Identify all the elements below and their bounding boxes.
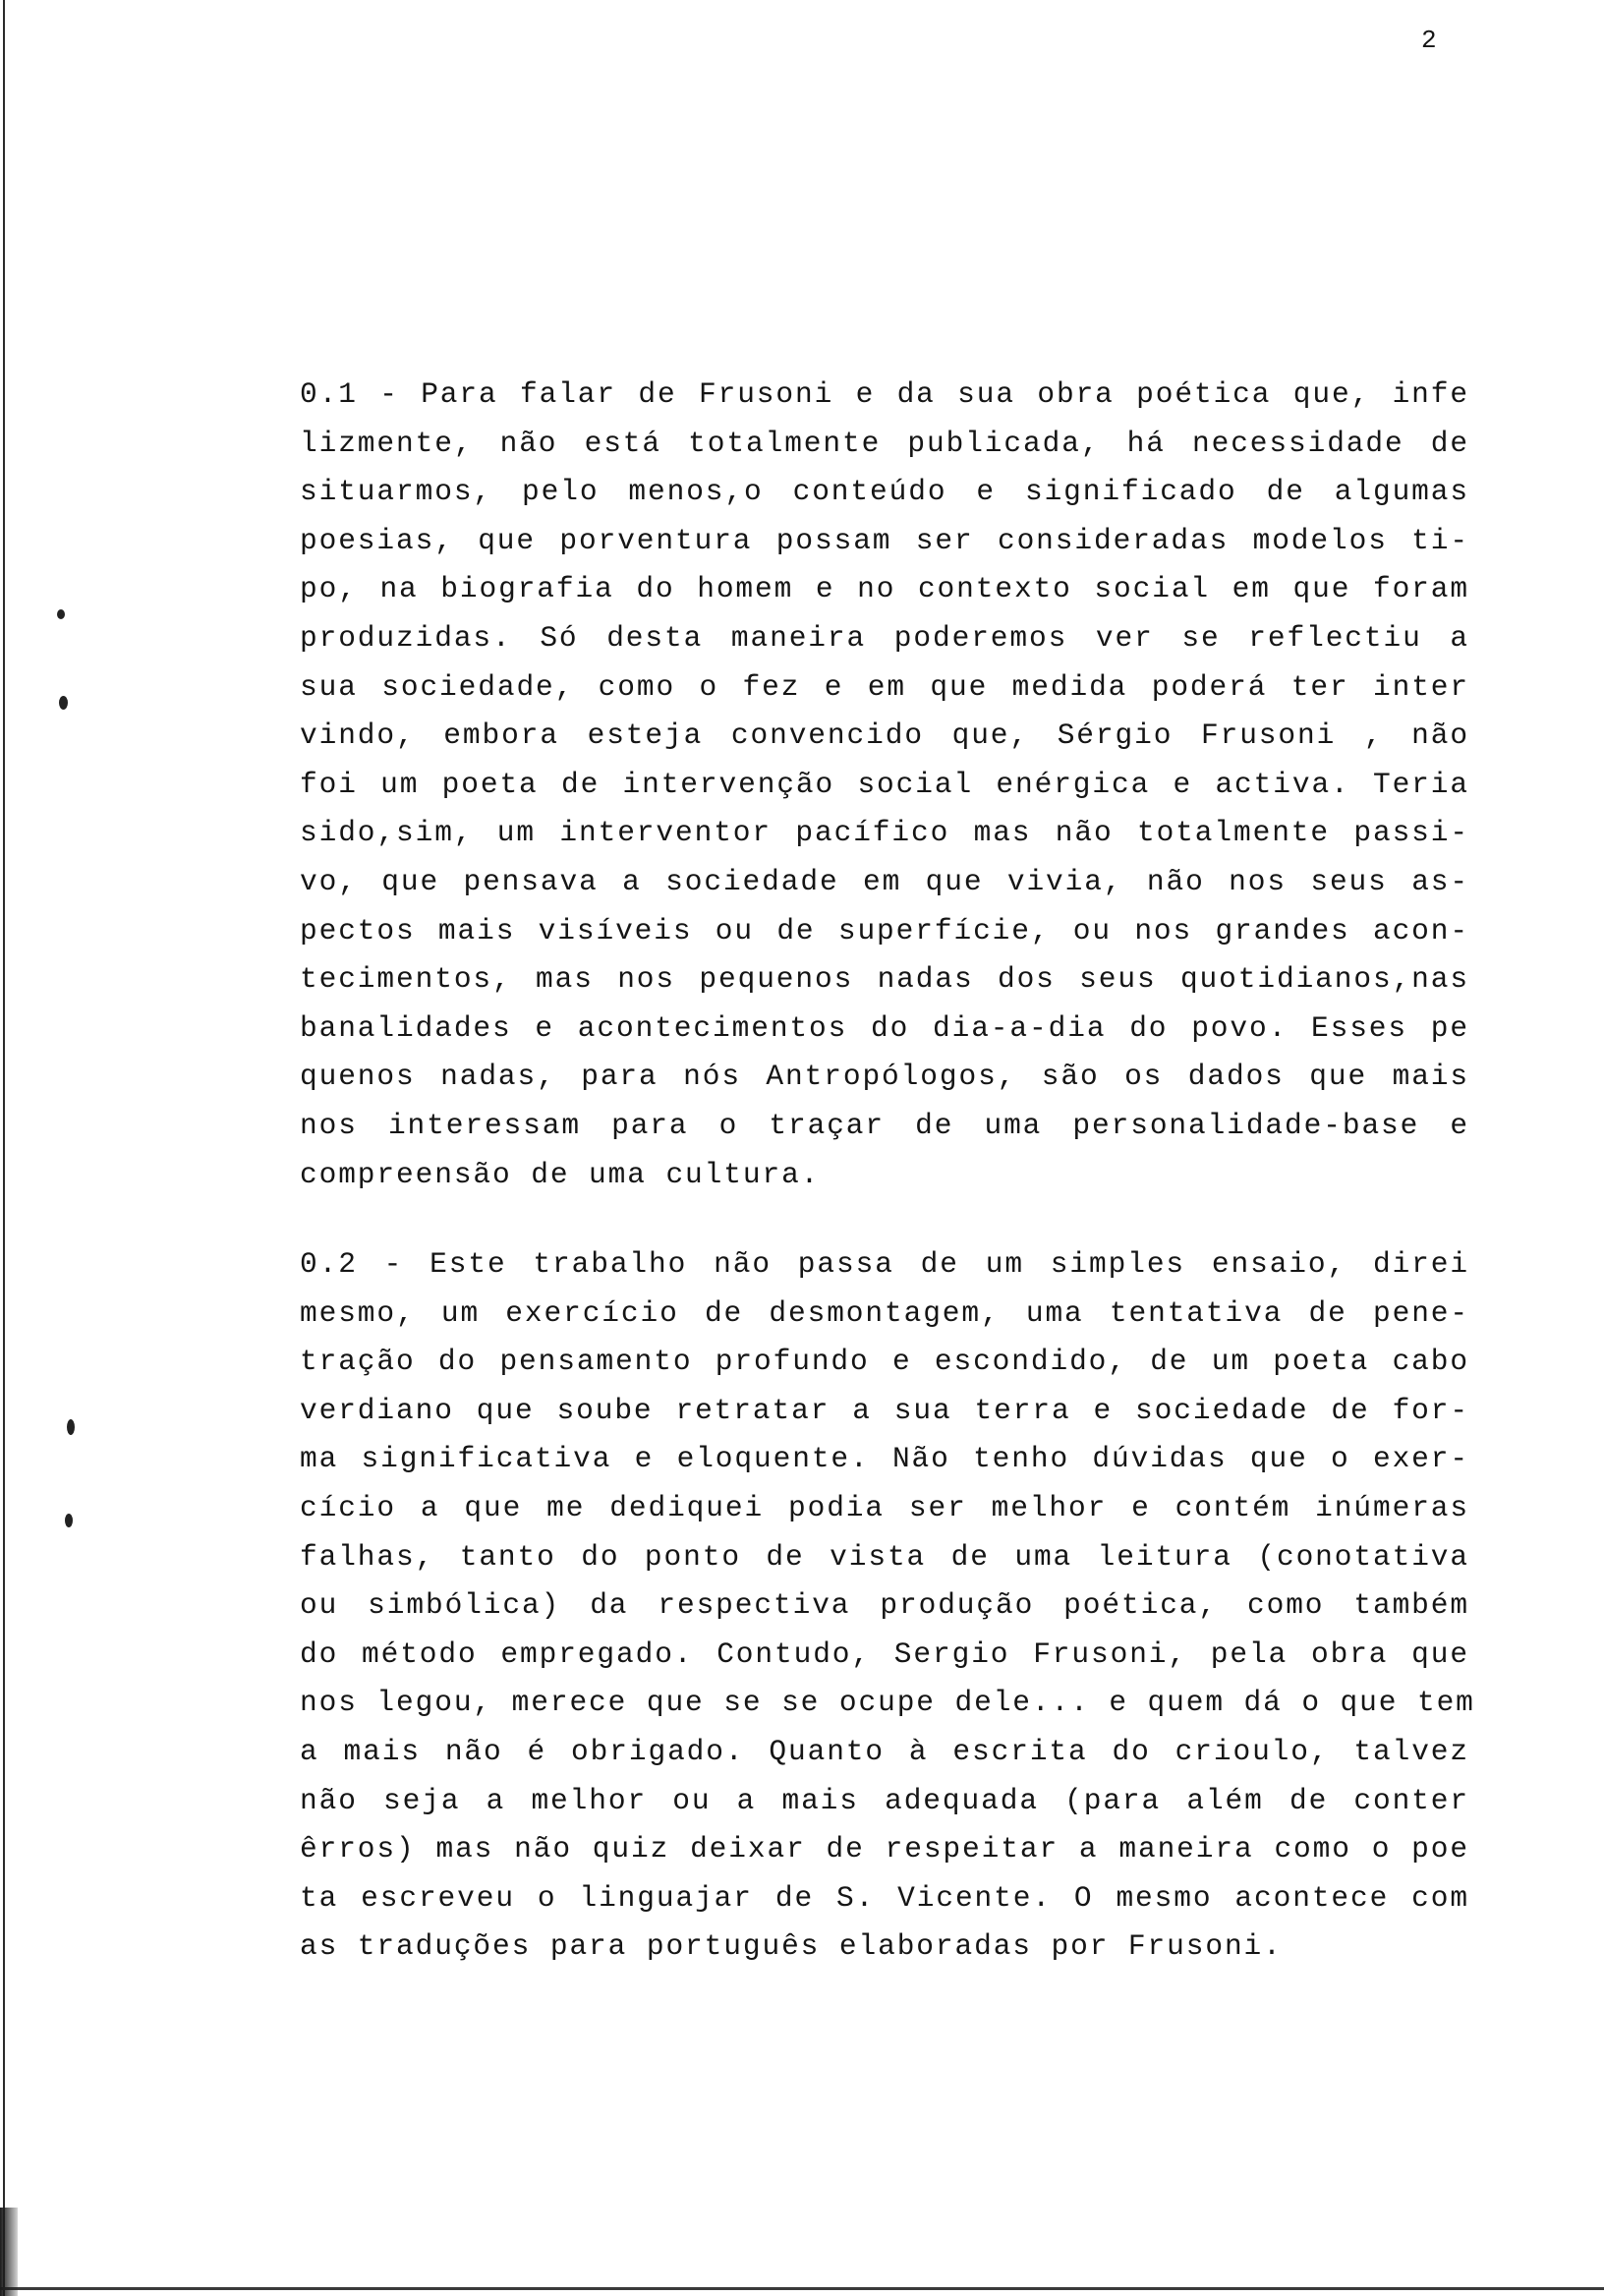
text-line: compreensão de uma cultura.	[300, 1157, 821, 1191]
text-line: nos interessam para o traçar de uma personalidade-base e	[300, 1108, 1469, 1142]
text-line: não seja a melhor ou a mais adequada (para além de conter	[300, 1783, 1469, 1817]
text-line: ta escreveu o linguajar de S. Vicente. O mesmo acontece com	[300, 1880, 1469, 1915]
text-line: cício a que me dediquei podia ser melhor e contém inúmeras	[300, 1490, 1469, 1524]
text-line: banalidades e acontecimentos do dia-a-dia do povo. Esses pe	[300, 1010, 1469, 1045]
paragraph-0-1	[300, 371, 1469, 1199]
text-line: 0.2 - Este trabalho não passa de um simples ensaio, direi	[300, 1247, 1469, 1281]
text-line: vo, que pensava a sociedade em que vivia, não nos seus as-	[300, 864, 1469, 898]
text-line: a mais não é obrigado. Quanto à escrita do crioulo, talvez	[300, 1734, 1469, 1768]
page-number: 2	[1421, 26, 1438, 55]
text-line: produzidas. Só desta maneira poderemos ver se reflectiu a	[300, 620, 1469, 655]
text-line: foi um poeta de intervenção social enérgica e activa. Teria	[300, 767, 1469, 801]
text-line: situarmos, pelo menos,o conteúdo e significado de algumas	[300, 475, 1469, 509]
text-line: sido,sim, um interventor pacífico mas não totalmente passi-	[300, 816, 1469, 850]
text-line: mesmo, um exercício de desmontagem, uma tentativa de pene-	[300, 1295, 1469, 1330]
text-line: êrros) mas não quiz deixar de respeitar a maneira como o poe	[300, 1832, 1469, 1866]
text-line: quenos nadas, para nós Antropólogos, são os dados que mais	[300, 1060, 1469, 1094]
text-line: nos legou, merece que se se ocupe dele... e quem dá o que tem	[300, 1686, 1475, 1720]
scan-punch-mark	[65, 1514, 73, 1527]
text-line: falhas, tanto do ponto de vista de uma leitura (conotativa	[300, 1539, 1469, 1574]
text-line: 0.1 - Para falar de Frusoni e da sua obra poética que, infe	[300, 377, 1469, 411]
text-line: ma significativa e eloquente. Não tenho dúvidas que o exer-	[300, 1442, 1469, 1476]
text-line: pectos mais visíveis ou de superfície, ou nos grandes acon-	[300, 913, 1469, 947]
scan-left-margin-rule	[3, 0, 5, 2296]
text-line: lizmente, não está totalmente publicada, há necessidade de	[300, 426, 1469, 460]
text-line: tração do pensamento profundo e escondido, de um poeta cabo	[300, 1345, 1469, 1379]
text-line: po, na biografia do homem e no contexto social em que foram	[300, 572, 1469, 606]
scan-corner-smudge	[0, 2208, 18, 2296]
text-line: vindo, embora esteja convencido que, Sérgio Frusoni , não	[300, 718, 1469, 753]
paragraph-0-2	[300, 1240, 1475, 1972]
text-line: verdiano que soube retratar a sua terra e sociedade de for-	[300, 1393, 1469, 1427]
scan-punch-mark	[57, 609, 65, 619]
text-line: poesias, que porventura possam ser consideradas modelos ti-	[300, 523, 1469, 557]
text-line: as traduções para português elaboradas por Frusoni.	[300, 1929, 1283, 1964]
text-line: ou simbólica) da respectiva produção poética, como também	[300, 1588, 1469, 1623]
text-line: tecimentos, mas nos pequenos nadas dos seus quotidianos,nas	[300, 962, 1469, 997]
text-line: do método empregado. Contudo, Sergio Frusoni, pela obra que	[300, 1636, 1469, 1671]
scan-punch-mark	[67, 1419, 75, 1435]
text-line: sua sociedade, como o fez e em que medida poderá ter inter	[300, 669, 1469, 704]
scan-bottom-edge-rule	[0, 2287, 1604, 2290]
scan-punch-mark	[59, 696, 68, 710]
